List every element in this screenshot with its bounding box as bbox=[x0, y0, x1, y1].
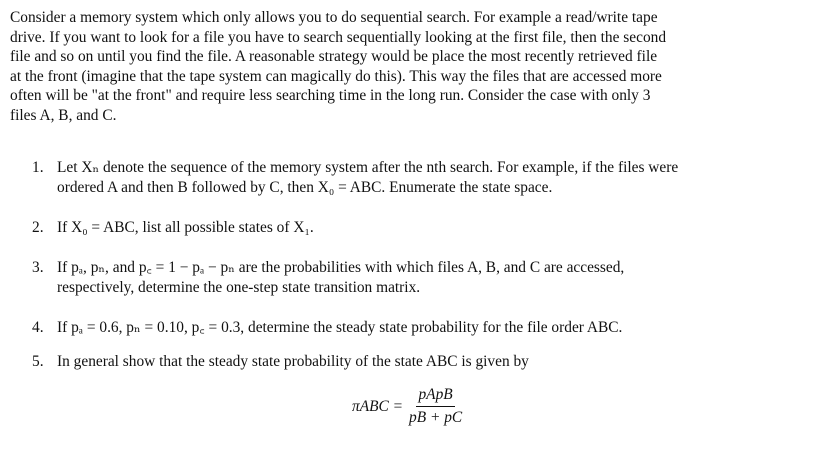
formula-denominator: pB + pC bbox=[409, 409, 463, 426]
intro-line: at the front (imagine that the tape system can magically do this). This way the files that are accessed more bbox=[10, 67, 662, 85]
question-number: 1. bbox=[32, 159, 44, 176]
steady-state-formula bbox=[352, 386, 462, 427]
intro-paragraph bbox=[10, 8, 806, 126]
intro-line: files A, B, and C. bbox=[10, 106, 117, 124]
intro-line: file and so on until you find the file. A reasonable strategy would be place the most recently retrieved file bbox=[10, 48, 658, 66]
intro-line: often will be "at the front" and require less searching time in the long run. Consider the case with only 3 bbox=[10, 87, 651, 105]
question-5 bbox=[32, 352, 806, 372]
question-text: If X₀ = ABC, list all possible states of X₁. bbox=[57, 219, 314, 236]
formula-numerator: pApB bbox=[416, 386, 454, 407]
question-text: respectively, determine the one-step state transition matrix. bbox=[57, 279, 421, 296]
question-2 bbox=[32, 218, 806, 238]
question-text: Let Xₙ denote the sequence of the memory system after the nth search. For example, if the files were bbox=[57, 159, 679, 176]
question-text: If pₐ = 0.6, pₙ = 0.10, p꜀ = 0.3, determine the steady state probability for the file order ABC. bbox=[57, 319, 623, 336]
question-number: 2. bbox=[32, 219, 44, 236]
intro-line: drive. If you want to look for a file you have to search sequentially looking at the first file, then the second bbox=[10, 28, 667, 46]
question-number: 5. bbox=[32, 353, 44, 370]
question-3 bbox=[32, 258, 806, 298]
formula-fraction bbox=[409, 386, 462, 427]
question-1 bbox=[32, 158, 806, 198]
question-text: ordered A and then B followed by C, then X₀ = ABC. Enumerate the state space. bbox=[57, 179, 553, 196]
question-number: 4. bbox=[32, 319, 44, 336]
question-number: 3. bbox=[32, 259, 44, 276]
question-text: If pₐ, pₙ, and p꜀ = 1 − pₐ − pₙ are the probabilities with which files A, B, and C are accessed, bbox=[57, 259, 625, 276]
formula-lhs: πABC = bbox=[352, 397, 404, 415]
question-4 bbox=[32, 318, 806, 338]
intro-line: Consider a memory system which only allows you to do sequential search. For example a read/write tape bbox=[10, 9, 658, 26]
question-text: In general show that the steady state probability of the state ABC is given by bbox=[57, 353, 529, 370]
